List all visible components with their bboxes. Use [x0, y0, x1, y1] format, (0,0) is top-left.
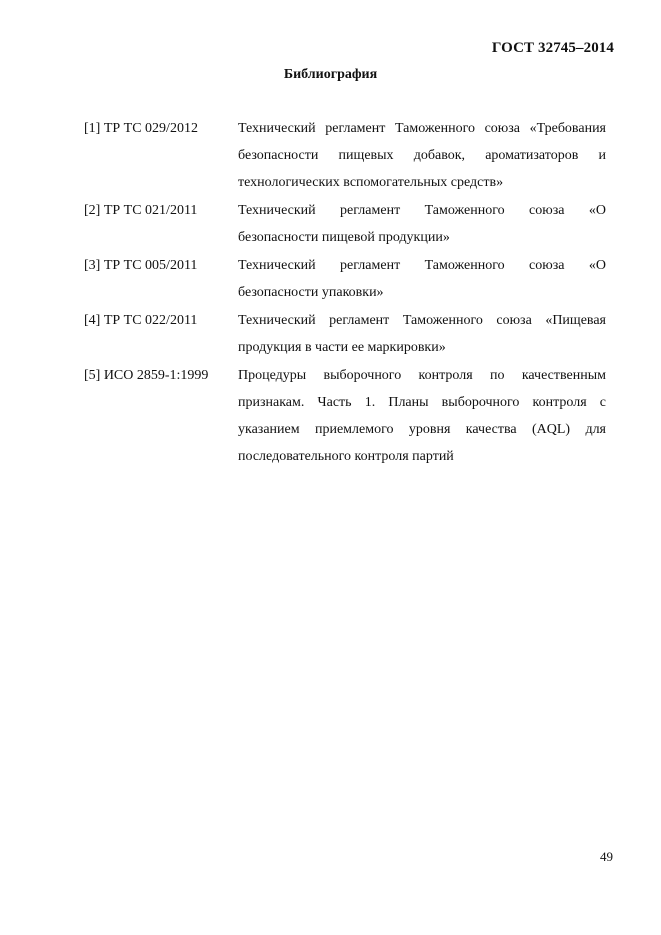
bibliography-list [84, 115, 606, 471]
bibliography-ref: [5] ИСО 2859-1:1999 [84, 368, 209, 383]
bibliography-entry-2 [84, 197, 606, 251]
bibliography-text: Технический регламент Таможенного союза «Пищевая продукция в части ее маркировки» [238, 313, 606, 355]
bibliography-text: Технический регламент Таможенного союза «Требования безопасности пищевых добавок, ароматизаторов и технологических вспомогательных средств» [238, 121, 606, 190]
bibliography-entry-5 [84, 362, 606, 470]
bibliography-ref: [2] ТР ТС 021/2011 [84, 203, 198, 218]
bibliography-ref: [1] ТР ТС 029/2012 [84, 121, 198, 136]
bibliography-entry-3 [84, 252, 606, 306]
page-number: 49 [600, 849, 613, 864]
bibliography-ref: [3] ТР ТС 005/2011 [84, 258, 198, 273]
bibliography-entry-4 [84, 307, 606, 361]
page-title: Библиография [283, 67, 378, 82]
document-code: ГОСТ 32745–2014 [491, 40, 614, 56]
bibliography-ref: [4] ТР ТС 022/2011 [84, 313, 198, 328]
bibliography-text: Технический регламент Таможенного союза «О безопасности пищевой продукции» [238, 203, 606, 245]
bibliography-text: Процедуры выборочного контроля по качественным признакам. Часть 1. Планы выборочного контроля с указанием приемлемого уровня качества (AQL) для последовательного контроля партий [238, 368, 606, 464]
bibliography-entry-1 [84, 115, 606, 196]
bibliography-text: Технический регламент Таможенного союза «О безопасности упаковки» [238, 258, 606, 300]
